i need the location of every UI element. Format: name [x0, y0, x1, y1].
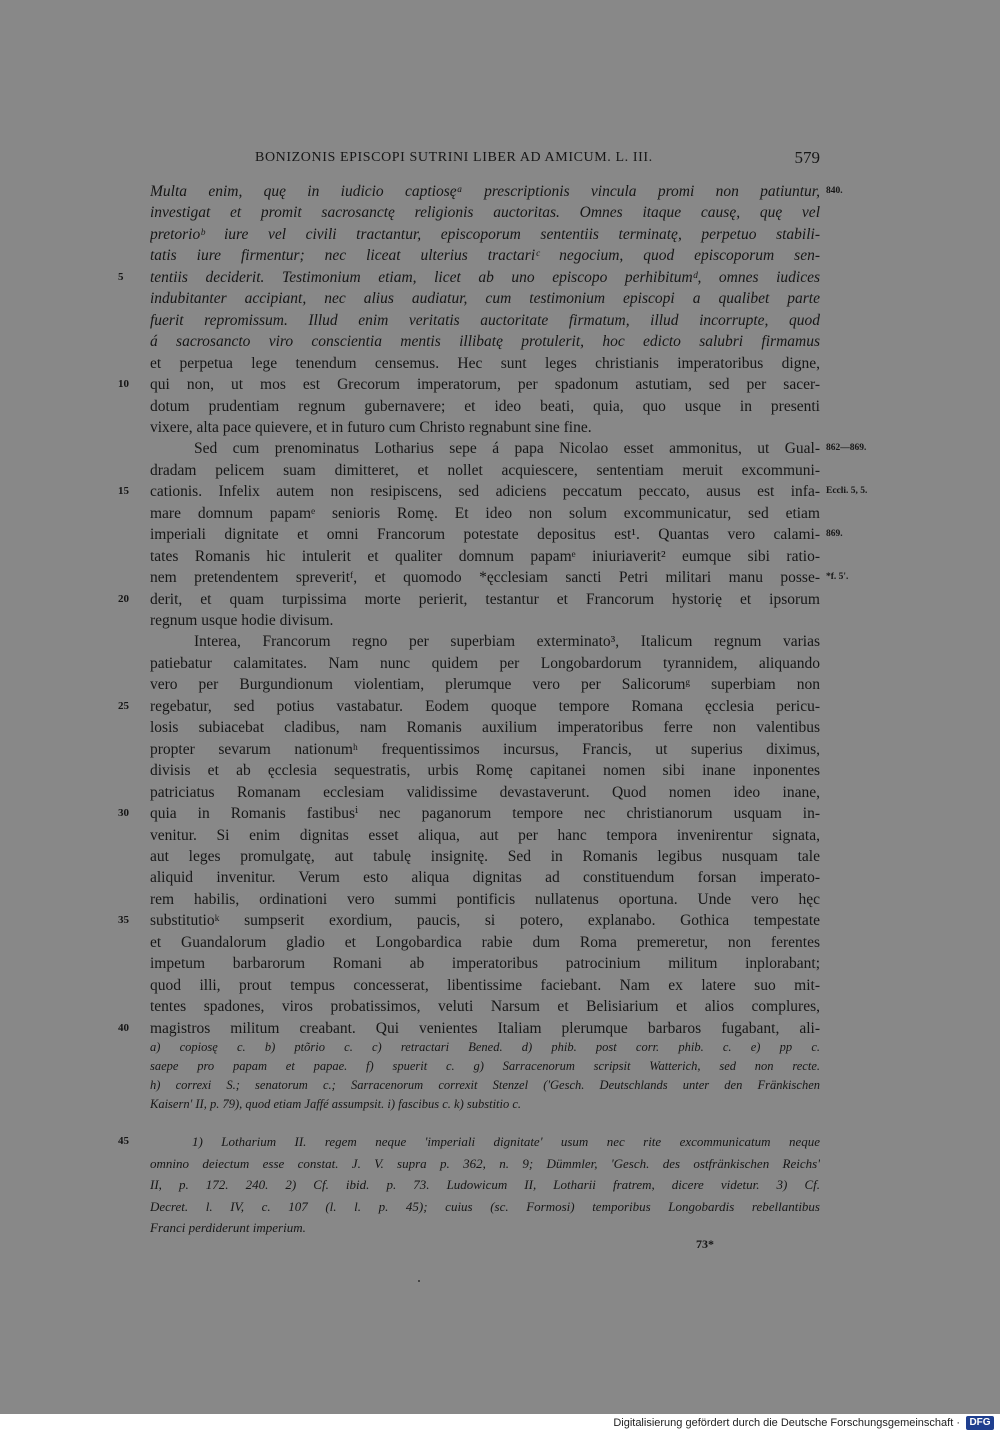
text-line: patiebatur calamitates. Nam nunc quidem per Longobardorum tyrannidem, aliquando: [150, 654, 820, 672]
variant-note-line: a) copiosę c. b) ptõrio c. c) retractari Bened. d) phib. post corr. phib. c. e) pp c.: [150, 1040, 820, 1054]
line-number: 25: [118, 699, 129, 712]
text-line: regnum usque hodie divisum.: [150, 612, 334, 629]
text-line: vero per Burgundionum violentiam, plerumque vero per Salicorumᵍ superbiam non: [150, 676, 820, 694]
variant-note-line: saepe pro papam et papae. f) spuerit c. g) Sarracenorum scripsit Watterich, sed non recte.: [150, 1059, 820, 1073]
text-line: rem habilis, ordinationi vero summi pontificis nullatenus oportuna. Unde vero hęc: [150, 890, 820, 908]
text-line: magistros militum creabant. Qui venientes Italiam plerumque barbaros fugabant, ali-: [150, 1019, 820, 1037]
text-line: tentes spadones, viros probatissimos, veluti Narsum et Belisiarium et alios complures,: [150, 998, 820, 1016]
page-number: 579: [794, 148, 820, 167]
text-line: propter sevarum nationumʰ frequentissimos incursus, Francis, ut superius diximus,: [150, 740, 820, 758]
text-line: tatis iure firmentur; nec liceat ulterius tractariᶜ negocium, quod episcoporum sen-: [150, 247, 820, 265]
text-line: Multa enim, quę in iudicio captiosęᵃ prescriptionis vincula promi non patiuntur,: [150, 183, 820, 200]
variant-note-line: h) correxi S.; senatorum c.; Sarracenorum correxit Stenzel ('Gesch. Deutschlands unter den Fränkischen: [150, 1078, 820, 1092]
signature-mark: 73*: [696, 1237, 714, 1251]
text-line: tentiis deciderit. Testimonium etiam, licet ab uno episcopo perhibitumᵈ, omnes iudices: [150, 268, 820, 286]
text-line: et Guandalorum gladio et Longobardica rabie dum Roma premeretur, non ferentes: [150, 933, 820, 951]
dfg-credit: Digitalisierung gefördert durch die Deutsche Forschungsgemeinschaft ·: [613, 1417, 960, 1429]
text-line: impetum barbarorum Romani ab imperatoribus patrocinium militum inplorabant;: [150, 955, 820, 973]
line-number: 40: [118, 1021, 129, 1034]
line-number: 15: [118, 485, 129, 498]
text-line: dradam pelicem suam dimitteret, et nollet acquiescere, sententiam meruit excommuni-: [150, 461, 820, 479]
text-line: investigat et promit sacrosanctę religionis auctoritas. Omnes itaque causę, quę vel: [150, 204, 820, 222]
text-line: regebatur, sed potius vastabatur. Eodem quoque tempore Romana ęcclesia pericu-: [150, 697, 820, 715]
margin-note: 862—869.: [826, 443, 867, 454]
margin-note: Eccli. 5, 5.: [826, 486, 868, 497]
text-line: á sacrosancto viro conscientia mentis illibatę protulerit, hoc edicto salubri firmamus: [150, 333, 820, 351]
margin-note: 869.: [826, 529, 843, 540]
text-line: Sed cum prenominatus Lotharius sepe á papa Nicolao esset ammonitus, ut Gual-: [194, 440, 820, 458]
text-line: derit, et quam turpissima morte perierit, testantur et Francorum hystorię et ipsorum: [150, 590, 820, 608]
line-number: 35: [118, 914, 129, 927]
text-line: imperiali dignitate et omni Francorum potestate depositus est¹. Quantas vero calami-: [150, 526, 820, 544]
text-line: aliquid invenitur. Verum esto aliqua dignitas ad constituendum forsan imperato-: [150, 869, 820, 887]
text-line: qui non, ut mos est Grecorum imperatorum, per spadonum astutiam, sed per sacer-: [150, 376, 820, 394]
text-line: vixere, alta pace quievere, et in futuro cum Christo regnabunt sine fine.: [150, 418, 592, 436]
text-line: quod illi, prout tempus concesserat, libentissime faciebant. Nam ex latere suo mit-: [150, 976, 820, 994]
text-line: patriciatus Romanam ecclesiam validissime devastaverunt. Quod nomen ideo inane,: [150, 783, 820, 801]
footnote-line: 1) Lotharium II. regem neque 'imperiali dignitate' usum nec rite excommunicatum neque: [192, 1134, 820, 1149]
text-line: fuerit repromissum. Illud enim veritatis auctoritate firmatum, illud incorrupte, quod: [150, 311, 820, 329]
text-line: substitutioᵏ sumpserit exordium, paucis, si potero, explanabo. Gothica tempestate: [150, 912, 820, 930]
text-line: tates Romanis hic intulerit et qualiter domnum papamᵉ iniuriaverit² eumque sibi ratio-: [150, 547, 820, 565]
text-line: Interea, Francorum regno per superbiam exterminato³, Italicum regnum varias: [194, 633, 820, 651]
variant-note-line: Kaisern' II, p. 79), quod etiam Jaffé assumpsit. i) fascibus c. k) substitio c.: [150, 1097, 522, 1111]
text-line: pretorioᵇ iure vel civili tractantur, episcoporum sententiis terminatę, perpetuo stabili-: [150, 225, 820, 243]
running-head: BONIZONIS EPISCOPI SUTRINI LIBER AD AMICUM. L. III.: [255, 150, 653, 165]
line-number: 5: [118, 270, 124, 283]
line-number: 10: [118, 378, 129, 391]
text-line: mare domnum papamᵉ senioris Romę. Et ideo non solum excommunicatur, sed etiam: [150, 504, 820, 522]
line-number: 45: [118, 1135, 129, 1147]
text-line: venitur. Si enim dignitas esset aliqua, aut per hanc tempora invenirentur signata,: [150, 826, 820, 844]
margin-note: 840.: [826, 186, 843, 196]
text-line: cationis. Infelix autem non resipiscens, sed adiciens peccatum peccato, ausus est infa-: [150, 483, 820, 501]
text-line: aut leges promulgatę, aut tabulę insignitę. Sed in Romanis legibus nusquam tale: [150, 847, 820, 865]
line-number: 30: [118, 807, 129, 820]
text-line: nem pretendentem spreveritᶠ, et quomodo *ęcclesiam sancti Petri militari manu posse-: [150, 569, 820, 587]
text-line: losis subiacebat cladibus, nam Romanis auxilium imperatoribus ferre non valentibus: [150, 719, 820, 737]
footnote-line: omnino deiectum esse constat. J. V. supra p. 362, n. 9; Dümmler, 'Gesch. des ostfränkischen Reichs': [150, 1155, 820, 1171]
text-line: divisis et ab ęcclesia sequestratis, urbis Romę capitanei nomen sibi inane inponentes: [150, 762, 820, 780]
line-number: 20: [118, 592, 129, 605]
text-line: indubitanter accipiant, nec alius audiatur, cum testimonium episcopi a qualibet parte: [150, 290, 820, 308]
margin-note: *f. 5'.: [826, 572, 849, 583]
footnote-line: II, p. 172. 240. 2) Cf. ibid. p. 73. Ludowicum II, Lotharii fratrem, dicere videtur. 3) Cf.: [150, 1177, 820, 1192]
footnote-line: Decret. l. IV, c. 107 (l. l. p. 45); cuius (sc. Formosi) temporibus Longobardis rebellantibus: [150, 1198, 820, 1214]
text-line: quia in Romanis fastibusⁱ nec paganorum tempore nec christianorum usquam in-: [150, 805, 820, 823]
dfg-logo-icon: DFG: [966, 1416, 994, 1430]
page-header: [150, 148, 820, 170]
text-line: dotum prudentiam regnum gubernavere; et ideo beati, quia, quo usque in presenti: [150, 397, 820, 415]
text-line: et perpetua lege tenendum censemus. Hec sunt leges christianis imperatoribus digne,: [150, 354, 820, 372]
footer-bar: [0, 1414, 1000, 1434]
speck: [418, 1280, 420, 1282]
footnote-line: Franci perdiderunt imperium.: [150, 1220, 306, 1235]
